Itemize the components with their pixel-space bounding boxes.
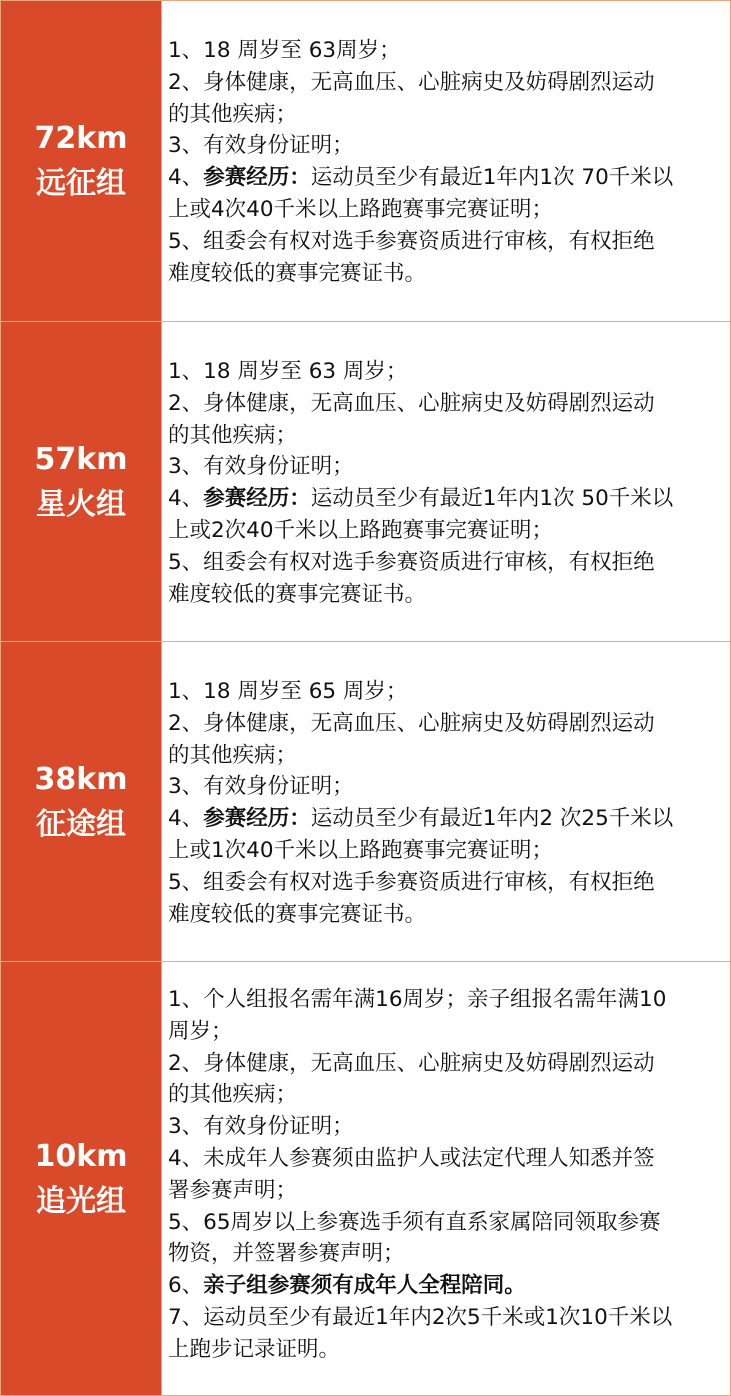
requirement-text: 的其他疾病； xyxy=(168,422,298,448)
requirement-line xyxy=(168,130,722,162)
requirement-text: 3、有效身份证明； xyxy=(168,133,354,159)
requirement-text: 上跑步记录证明。 xyxy=(168,1336,341,1362)
requirement-text: 1、18 周岁至 63周岁； xyxy=(168,38,401,63)
requirement-line xyxy=(168,483,722,515)
requirement-line xyxy=(168,984,722,1016)
requirement-text-bold: 参赛经历： xyxy=(203,165,311,191)
requirement-text: 署参赛声明； xyxy=(168,1177,298,1203)
group-distance: 38km xyxy=(34,761,128,797)
requirement-line xyxy=(168,35,722,67)
requirement-text: 2、身体健康，无高血压、心脏病史及妨碍剧烈运动 xyxy=(168,69,655,95)
requirement-text: 2、身体健康，无高血压、心脏病史及妨碍剧烈运动 xyxy=(168,710,655,736)
requirement-line xyxy=(168,1111,722,1143)
requirement-line xyxy=(168,547,722,579)
group-distance: 72km xyxy=(34,121,128,156)
requirement-line xyxy=(168,1334,722,1366)
requirement-text: 上或4次40千米以上路跑赛事完赛证明； xyxy=(168,196,554,222)
requirement-text: 7、运动员至少有最近1年内2次5千米或1次10千米以 xyxy=(168,1304,673,1330)
requirement-line xyxy=(168,99,722,131)
requirement-text: 运动员至少有最近1年内1次 50千米以 xyxy=(310,486,674,512)
requirement-text: 上或2次40千米以上路跑赛事完赛证明； xyxy=(168,517,554,543)
group-row-57km xyxy=(1,322,730,642)
requirement-line xyxy=(168,1302,722,1334)
requirement-text: 5、65周岁以上参赛选手须有直系家属陪同领取参赛 xyxy=(168,1209,661,1235)
requirement-text: 5、组委会有权对选手参赛资质进行审核，有权拒绝 xyxy=(168,228,655,254)
requirement-line xyxy=(168,835,722,867)
requirement-text: 5、组委会有权对选手参赛资质进行审核，有权拒绝 xyxy=(168,549,655,575)
requirement-line xyxy=(168,1016,722,1048)
group-name: 远征组 xyxy=(36,166,126,201)
requirement-text: 1、个人组报名需年满16周岁；亲子组报名需年满10 xyxy=(168,987,667,1012)
requirement-text: 3、有效身份证明； xyxy=(168,1114,354,1140)
requirement-text: 物资，并签署参赛声明； xyxy=(168,1241,405,1267)
requirement-line xyxy=(168,226,722,258)
requirement-text: 的其他疾病； xyxy=(168,101,298,127)
requirement-line xyxy=(168,740,722,772)
group-label-cell xyxy=(1,322,162,641)
requirement-line xyxy=(168,67,722,99)
requirement-text: 运动员至少有最近1年内2 次25千米以 xyxy=(310,806,674,832)
group-name: 征途组 xyxy=(36,806,126,842)
requirement-text: 的其他疾病； xyxy=(168,1082,298,1108)
requirement-line xyxy=(168,388,722,420)
group-name: 星火组 xyxy=(36,486,126,522)
group-label-cell xyxy=(1,642,162,961)
group-requirements xyxy=(162,322,730,641)
requirement-text: 1、18 周岁至 63 周岁； xyxy=(168,359,408,384)
requirement-text: 5、组委会有权对选手参赛资质进行审核，有权拒绝 xyxy=(168,869,655,895)
group-row-38km xyxy=(1,642,730,962)
requirement-line xyxy=(168,708,722,740)
requirement-text-bold: 参赛经历： xyxy=(203,486,311,512)
requirement-text: 2、身体健康，无高血压、心脏病史及妨碍剧烈运动 xyxy=(168,1050,655,1076)
requirement-text-bold: 参赛经历： xyxy=(203,806,311,832)
requirement-text: 难度较低的赛事完赛证书。 xyxy=(168,260,427,286)
requirement-line xyxy=(168,1048,722,1080)
requirement-text: 3、有效身份证明； xyxy=(168,774,354,800)
requirement-line xyxy=(168,162,722,194)
requirement-line xyxy=(168,676,722,708)
group-requirements xyxy=(162,962,730,1395)
requirement-text: 上或1次40千米以上路跑赛事完赛证明； xyxy=(168,837,554,863)
requirement-text: 难度较低的赛事完赛证书。 xyxy=(168,901,427,927)
requirement-line xyxy=(168,1238,722,1270)
requirement-text: 1、18 周岁至 65 周岁； xyxy=(168,679,408,704)
requirement-line xyxy=(168,1175,722,1207)
requirement-line xyxy=(168,356,722,388)
group-requirements xyxy=(162,642,730,961)
requirement-line xyxy=(168,1207,722,1239)
group-distance: 57km xyxy=(34,441,128,477)
requirement-line xyxy=(168,1270,722,1302)
requirement-text: 2、身体健康，无高血压、心脏病史及妨碍剧烈运动 xyxy=(168,390,655,416)
group-requirements xyxy=(162,1,730,321)
requirement-text: 4、 xyxy=(168,806,204,832)
group-row-72km xyxy=(1,1,730,322)
requirement-text: 难度较低的赛事完赛证书。 xyxy=(168,581,427,607)
requirement-line xyxy=(168,803,722,835)
requirement-text: 的其他疾病； xyxy=(168,742,298,768)
group-label-cell xyxy=(1,1,162,321)
requirement-line xyxy=(168,1079,722,1111)
requirement-text: 周岁； xyxy=(168,1018,233,1044)
group-name: 追光组 xyxy=(36,1183,126,1219)
requirement-text: 6、 xyxy=(168,1273,204,1299)
requirement-line xyxy=(168,515,722,547)
requirement-line xyxy=(168,258,722,290)
requirement-text-bold: 亲子组参赛须有成年人全程陪同。 xyxy=(203,1273,526,1299)
group-label-cell xyxy=(1,962,162,1395)
requirement-line xyxy=(168,899,722,931)
requirement-line xyxy=(168,579,722,611)
requirement-line xyxy=(168,771,722,803)
requirement-text: 4、 xyxy=(168,486,204,512)
requirement-text: 运动员至少有最近1年内1次 70千米以 xyxy=(310,165,674,191)
requirement-text: 3、有效身份证明； xyxy=(168,454,354,480)
requirement-line xyxy=(168,194,722,226)
requirement-line xyxy=(168,451,722,483)
group-row-10km xyxy=(1,962,730,1395)
group-distance: 10km xyxy=(34,1138,128,1174)
requirement-line xyxy=(168,867,722,899)
requirement-line xyxy=(168,420,722,452)
requirement-text: 4、 xyxy=(168,165,204,191)
requirement-line xyxy=(168,1143,722,1175)
requirement-text: 4、未成年人参赛须由监护人或法定代理人知悉并签 xyxy=(168,1145,655,1171)
